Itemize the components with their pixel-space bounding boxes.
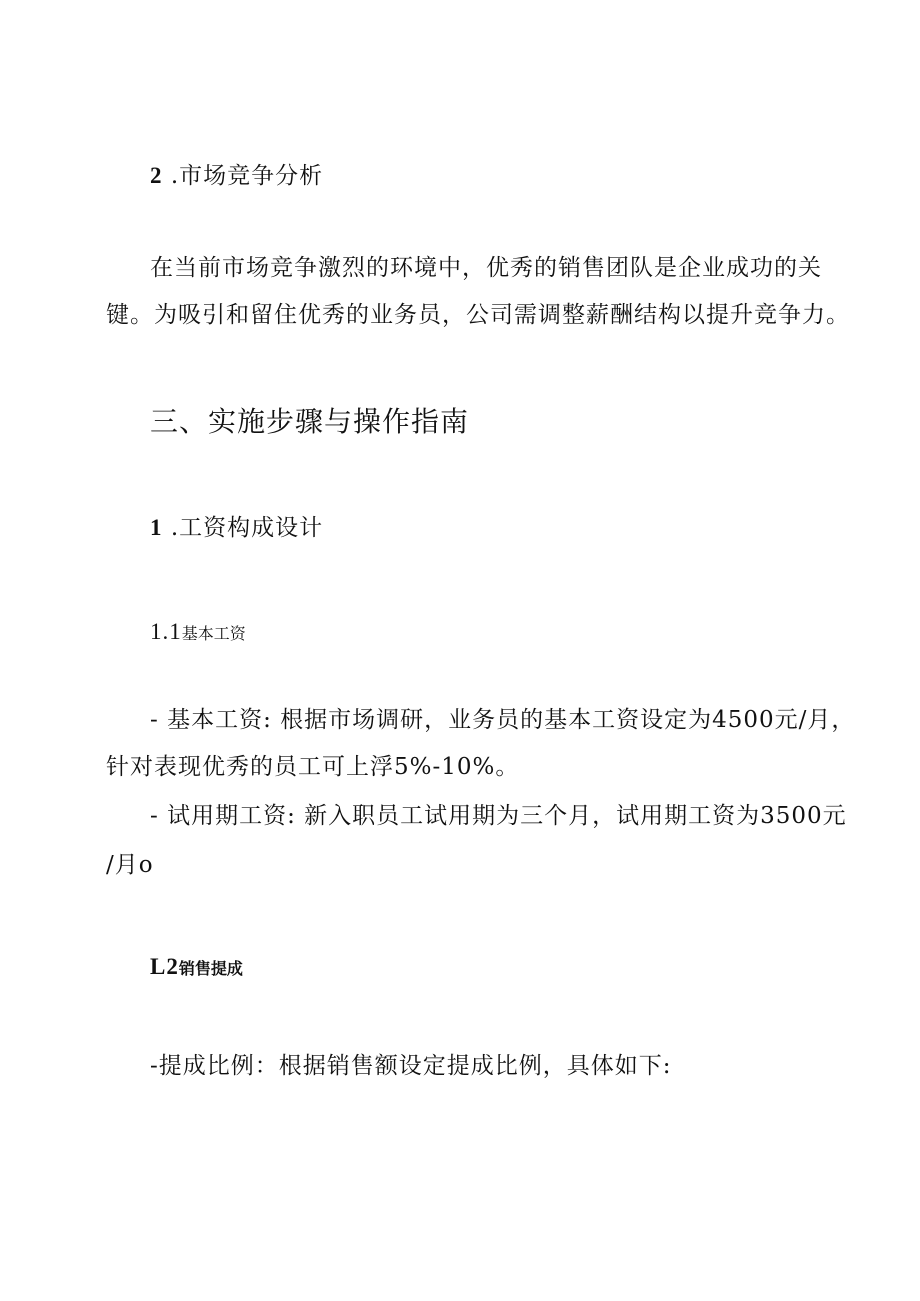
sub-subsection-title xyxy=(150,955,243,979)
subsection-title xyxy=(150,516,323,540)
section-number: 2 xyxy=(150,163,163,188)
section-title-text: 基本工资 xyxy=(181,624,246,643)
section-number: L2 xyxy=(150,954,179,979)
paragraph-line: -提成比例：根据销售额设定提成比例，具体如下: xyxy=(150,1053,672,1079)
section-title-text: .工资构成设计 xyxy=(170,515,324,541)
chapter-heading: 三、实施步骤与操作指南 xyxy=(150,405,470,438)
paragraph-line: - 基本工资: 根据市场调研，业务员的基本工资设定为4500元/月， xyxy=(150,707,856,733)
paragraph-line: /月o xyxy=(106,852,154,878)
sub-subsection-title xyxy=(150,620,246,644)
paragraph-line: 键。为吸引和留住优秀的业务员，公司需调整薪酬结构以提升竞争力。 xyxy=(106,302,850,328)
section-title-text: 销售提成 xyxy=(178,959,243,978)
section-title-text: .市场竞争分析 xyxy=(170,163,324,189)
paragraph-line: 在当前市场竞争激烈的环境中，优秀的销售团队是企业成功的关 xyxy=(150,255,822,281)
paragraph-line: 针对表现优秀的员工可上浮5%-10%。 xyxy=(106,754,520,780)
section-2-title xyxy=(150,164,323,188)
paragraph-line: - 试用期工资: 新入职员工试用期为三个月，试用期工资为3500元 xyxy=(150,803,847,829)
section-number: 1 xyxy=(150,515,163,540)
section-number: 1.1 xyxy=(150,619,182,644)
